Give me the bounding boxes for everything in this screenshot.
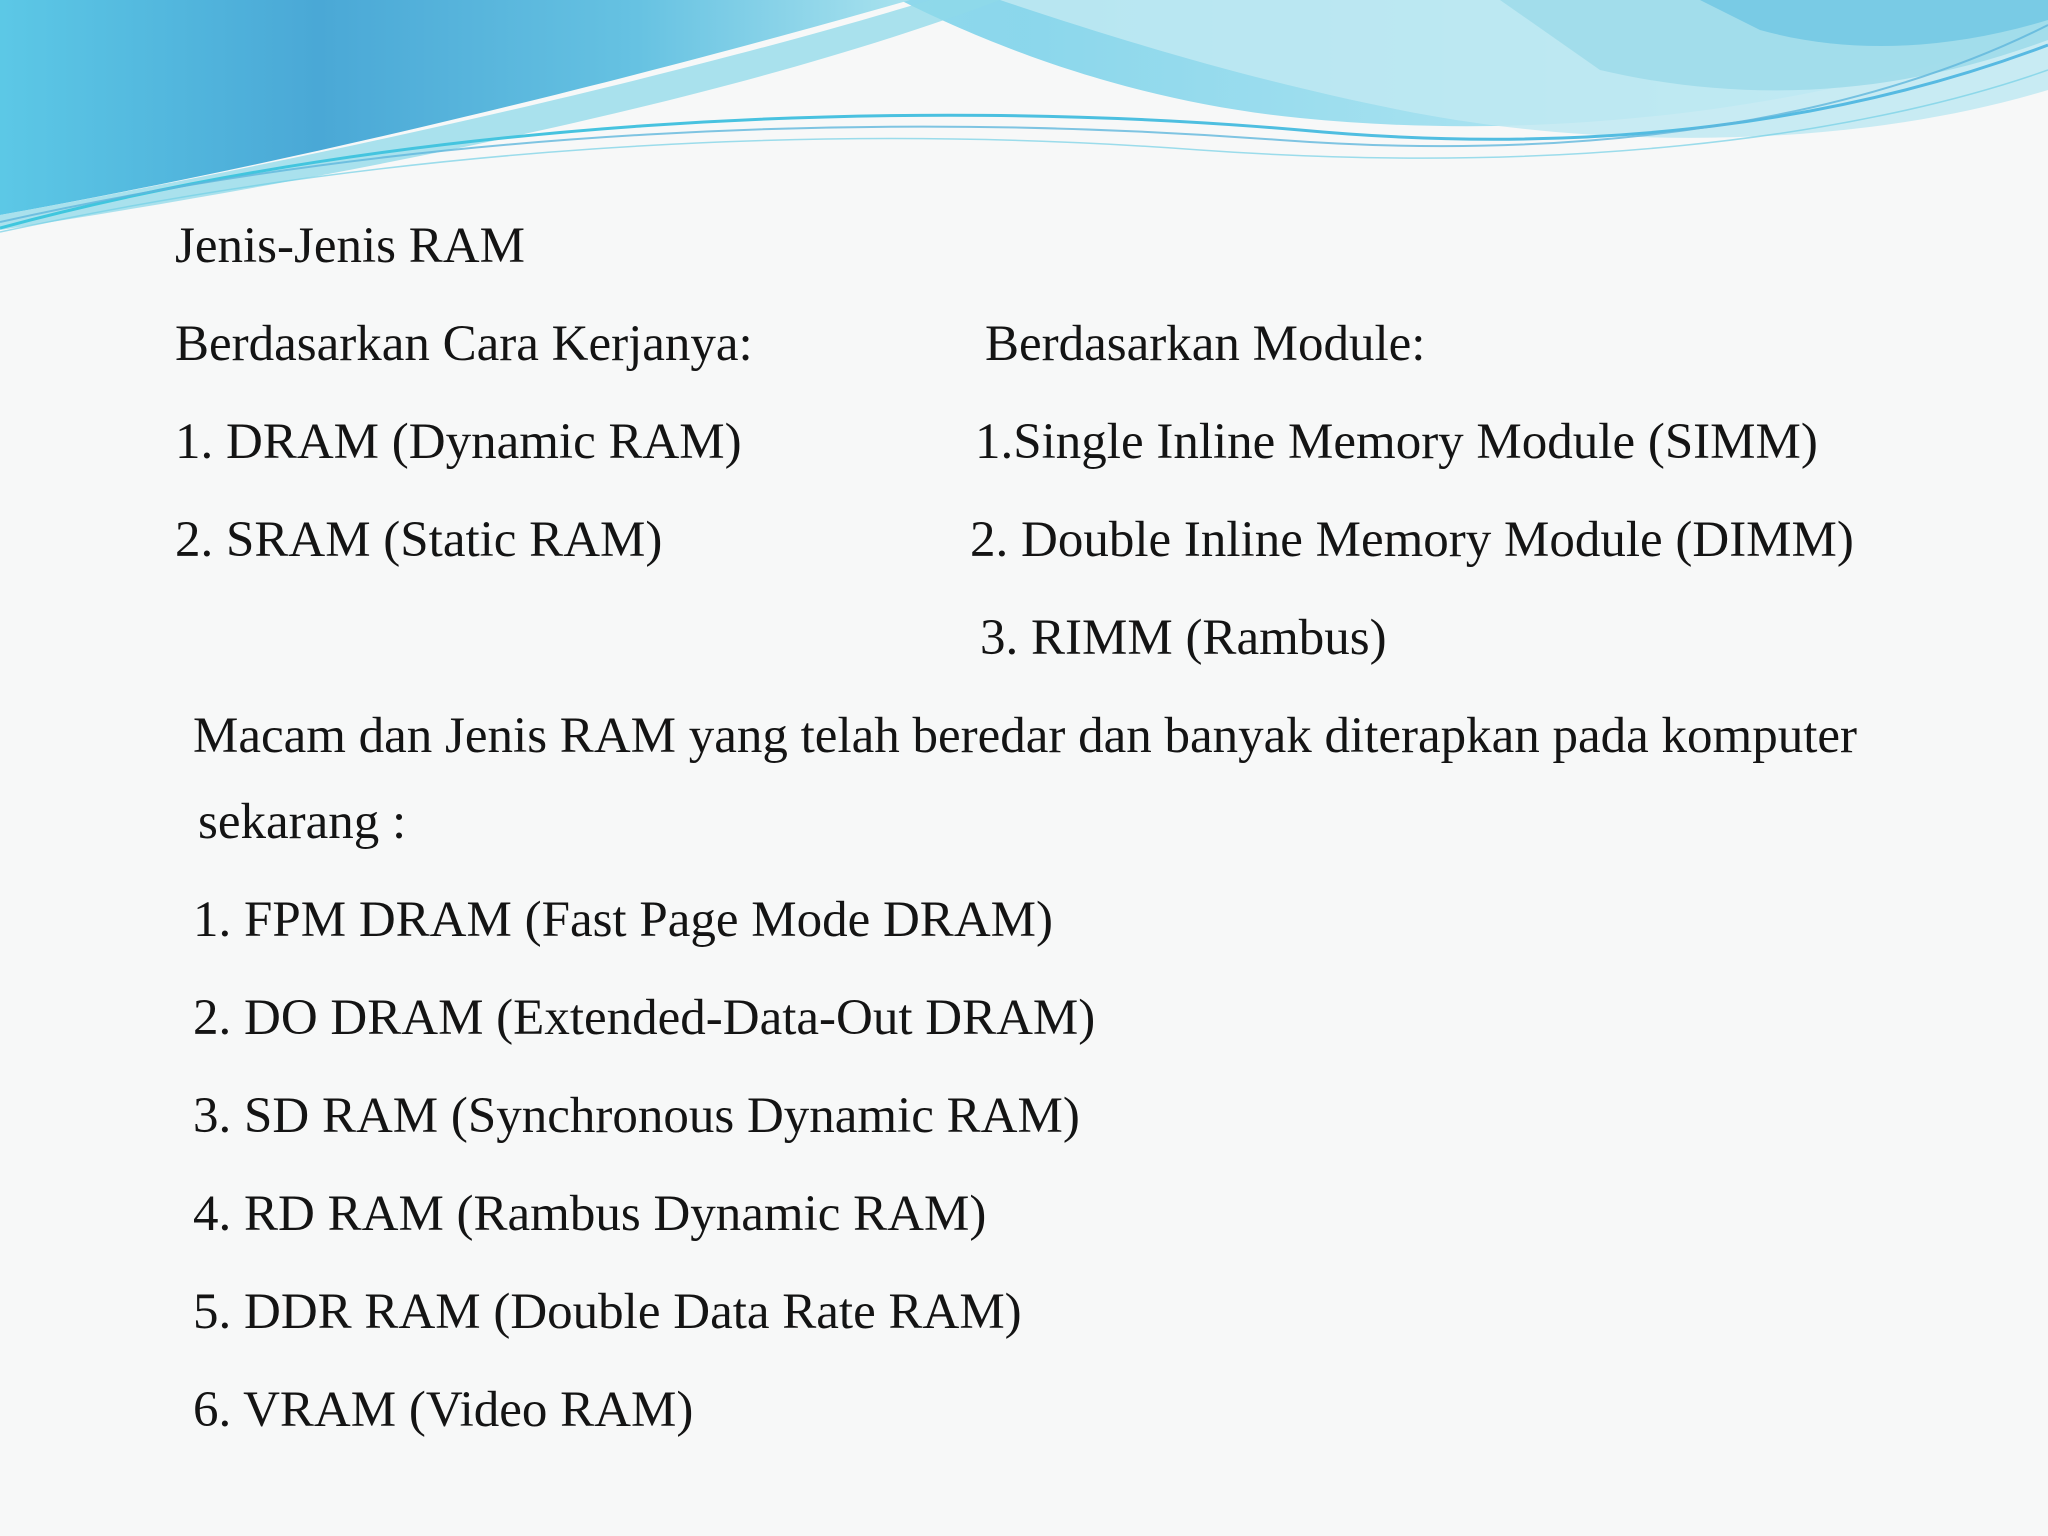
intro-paragraph-line2: sekarang :: [198, 794, 407, 850]
ram-type-item: 4. RD RAM (Rambus Dynamic RAM): [193, 1186, 987, 1242]
module-item-dimm: 2. Double Inline Memory Module (DIMM): [970, 512, 1854, 568]
ram-type-item: 6. VRAM (Video RAM): [193, 1382, 694, 1438]
header-wave-decoration: [0, 0, 2048, 240]
ram-type-item: 1. FPM DRAM (Fast Page Mode DRAM): [193, 892, 1053, 948]
intro-paragraph-line1: Macam dan Jenis RAM yang telah beredar dan banyak diterapkan pada komputer: [193, 708, 1857, 764]
operation-section-title: Berdasarkan Cara Kerjanya:: [175, 316, 753, 372]
ram-type-item: 5. DDR RAM (Double Data Rate RAM): [193, 1284, 1022, 1340]
module-item-simm: 1.Single Inline Memory Module (SIMM): [975, 414, 1818, 470]
operation-item-sram: 2. SRAM (Static RAM): [175, 512, 663, 568]
operation-item-dram: 1. DRAM (Dynamic RAM): [175, 414, 742, 470]
slide-heading: Jenis-Jenis RAM: [175, 218, 525, 274]
module-item-rimm: 3. RIMM (Rambus): [980, 610, 1387, 666]
module-section-title: Berdasarkan Module:: [985, 316, 1426, 372]
ram-type-item: 3. SD RAM (Synchronous Dynamic RAM): [193, 1088, 1080, 1144]
ram-type-item: 2. DO DRAM (Extended-Data-Out DRAM): [193, 990, 1096, 1046]
